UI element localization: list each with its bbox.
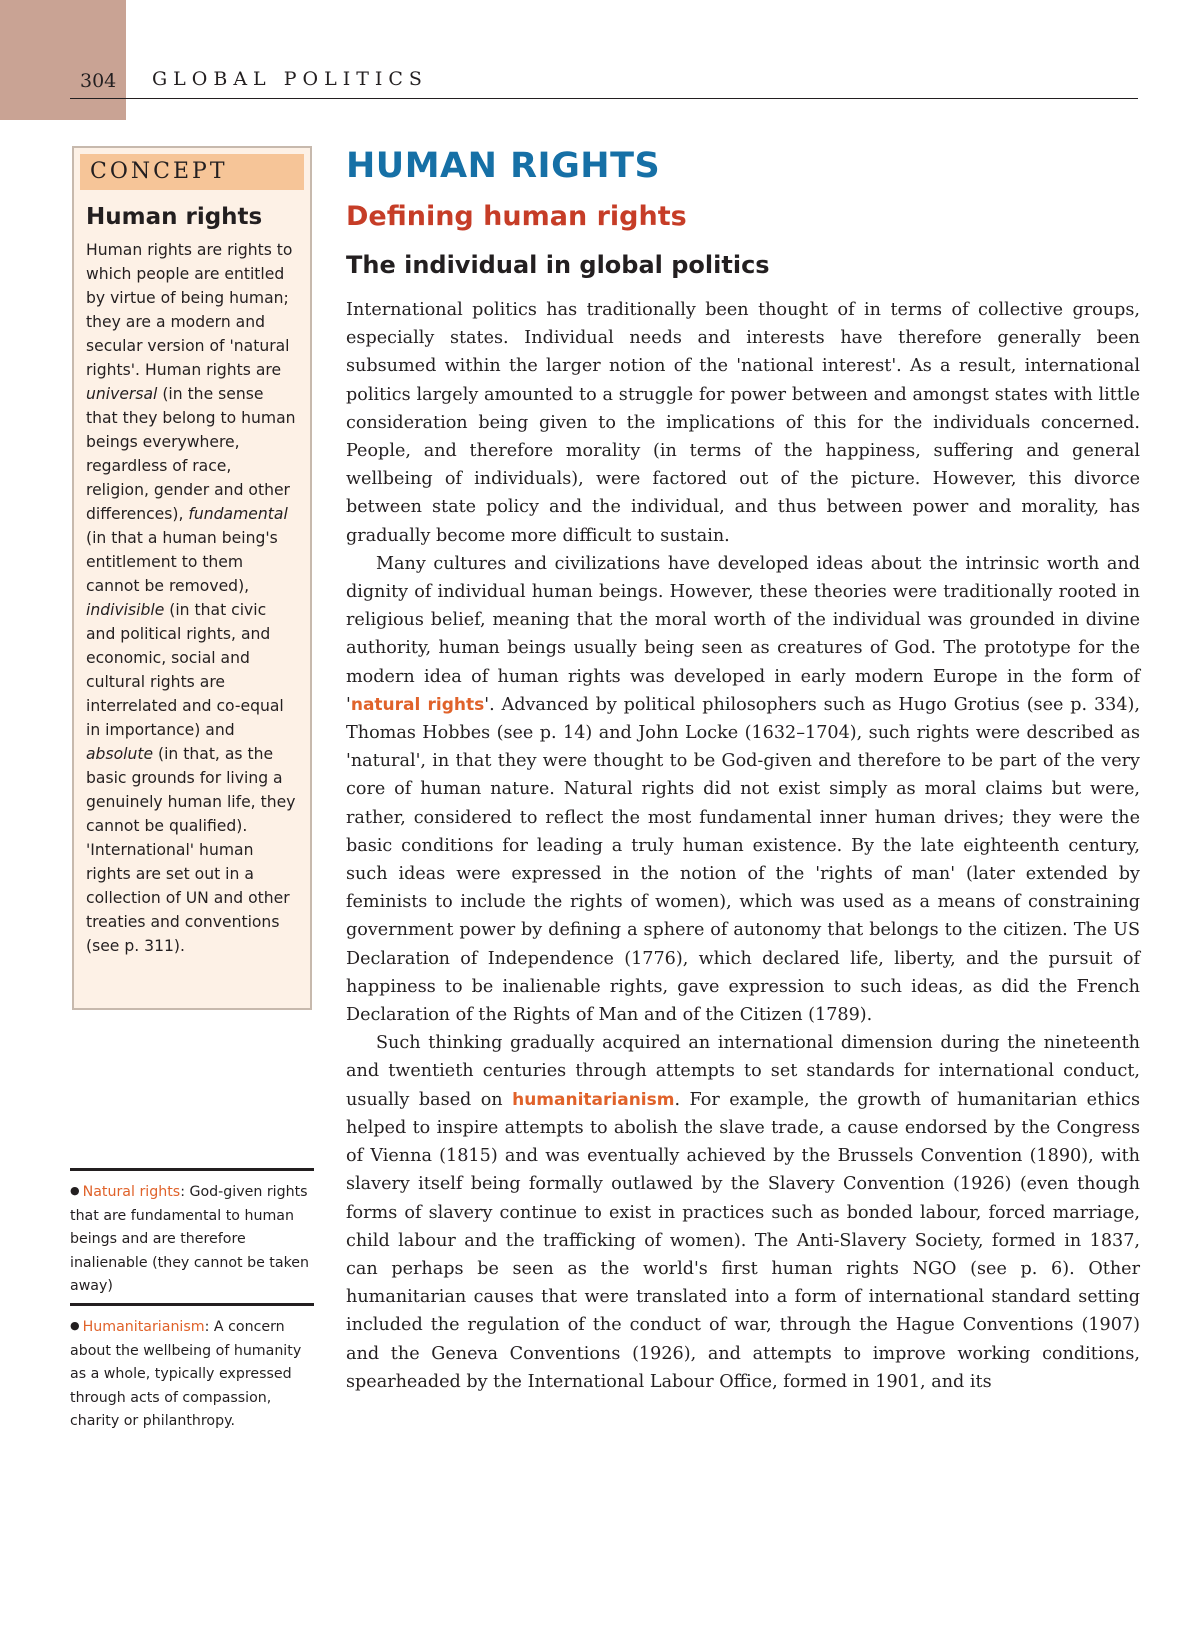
glossary-term: Humanitarianism bbox=[82, 1319, 205, 1335]
concept-body bbox=[86, 238, 298, 958]
bullet-icon: ● bbox=[70, 1184, 80, 1197]
section-subtitle: Defining human rights bbox=[346, 201, 687, 232]
paragraph-1: International politics has traditionally been thought of in terms of collective groups, especially states. Individual needs and interests have therefore generally been subsumed within the larger notion of the 'national interest'. As a result, international politics largely amounted to a struggle for power between and amongst states with little consideration being given to the implications of this for the individuals concerned. People, and therefore morality (in terms of the happiness, suffering and general wellbeing of individuals), were factored out of the picture. However, this divorce between state policy and the individual, and thus between power and morality, has gradually become more difficult to sustain. bbox=[346, 300, 1140, 546]
paragraph-text: . For example, the growth of humanitarian ethics helped to inspire attempts to abolish the slave trade, a cause endorsed by the Congress of Vienna (1815) and was eventually achieved by the Brussels Convention (1890), with slavery itself being formally outlawed by the Slavery Convention (1926) (even though forms of slavery continue to exist in practices such as bonded labour, forced marriage, child labour and the trafficking of women). The Anti-Slavery Society, formed in 1837, can perhaps be seen as the world's first human rights NGO (see p. 6). Other humanitarian causes that were translated into a form of international standard setting included the regulation of the conduct of war, through the Hague Conventions (1907) and the Geneva Conventions (1926), and attempts to improve working conditions, spearheaded by the International Labour Office, formed in 1901, and its bbox=[346, 1089, 1140, 1392]
concept-text: Human rights are rights to which people are entitled by virtue of being human; they are a modern and secular version of 'natural rights'. Human rights are bbox=[86, 241, 293, 379]
concept-text: (in that a human being's entitlement to them cannot be removed), bbox=[86, 529, 278, 595]
running-header: GLOBAL POLITICS bbox=[152, 68, 428, 90]
glossary-definition: : God-given rights that are fundamental to human beings and are therefore inalienable (they cannot be taken away) bbox=[70, 1184, 309, 1294]
corner-color-block bbox=[0, 0, 126, 120]
paragraph-text: '. Advanced by political philosophers such as Hugo Grotius (see p. 334), Thomas Hobbes (see p. 14) and John Locke (1632–1704), such rights were described as 'natural', in that they were thought to be God-given and therefore to be part of the very core of human nature. Natural rights did not exist simply as moral claims but were, rather, considered to reflect the most fundamental inner human drives; they were the basic conditions for leading a truly human existence. By the late eighteenth century, such ideas were expressed in the notion of the 'rights of man' (later extended by feminists to include the rights of women), which was used as a means of constraining government power by defining a sphere of autonomy that belongs to the citizen. The US Declaration of Independence (1776), which declared life, liberty, and the pursuit of happiness to be inalienable rights, gave expression to such ideas, as did the French Declaration of the Rights of Man and of the Citizen (1789). bbox=[346, 694, 1140, 1026]
concept-text: (in that, as the basic grounds for living a genuinely human life, they cannot be qualified). 'International' human rights are set out in a collection of UN and other treaties and conventions (see p. 311). bbox=[86, 745, 296, 955]
concept-term-fundamental: fundamental bbox=[188, 505, 288, 523]
header-rule bbox=[70, 98, 1138, 99]
body-text bbox=[346, 296, 1140, 1396]
page-number: 304 bbox=[80, 70, 117, 92]
bullet-icon: ● bbox=[70, 1319, 80, 1332]
glossary-natural-rights bbox=[70, 1168, 314, 1299]
glossary-humanitarianism bbox=[70, 1303, 314, 1434]
keyword-natural-rights: natural rights bbox=[350, 694, 485, 715]
concept-term-universal: universal bbox=[86, 385, 158, 403]
concept-sidebar bbox=[72, 146, 312, 1010]
concept-term-indivisible: indivisible bbox=[86, 601, 165, 619]
concept-text: (in that civic and political rights, and economic, social and cultural rights are interrelated and co-equal in importance) and bbox=[86, 601, 284, 739]
keyword-humanitarianism: humanitarianism bbox=[512, 1089, 675, 1110]
section-title: HUMAN RIGHTS bbox=[346, 146, 661, 186]
section-subsubtitle: The individual in global politics bbox=[346, 251, 770, 279]
concept-text: (in the sense that they belong to human beings everywhere, regardless of race, religion, gender and other differences), bbox=[86, 385, 296, 523]
glossary-term: Natural rights bbox=[82, 1184, 181, 1200]
paragraph-2 bbox=[346, 550, 1140, 1029]
concept-label: CONCEPT bbox=[80, 154, 304, 190]
paragraph-3 bbox=[346, 1029, 1140, 1396]
concept-term-absolute: absolute bbox=[86, 745, 154, 763]
glossary-definition: : A concern about the wellbeing of humanity as a whole, typically expressed through acts of compassion, charity or philanthropy. bbox=[70, 1319, 302, 1429]
paragraph-text: Many cultures and civilizations have developed ideas about the intrinsic worth and dignity of individual human beings. However, these theories were traditionally rooted in religious belief, meaning that the moral worth of the individual was grounded in divine authority, human beings usually being seen as creatures of God. The prototype for the modern idea of human rights was developed in early modern Europe in the form of ' bbox=[346, 553, 1140, 715]
concept-heading: Human rights bbox=[86, 204, 263, 230]
main-content bbox=[346, 142, 1140, 1396]
paragraph-text: Such thinking gradually acquired an international dimension during the nineteenth and twentieth centuries through attempts to set standards for international conduct, usually based on bbox=[346, 1033, 1140, 1110]
